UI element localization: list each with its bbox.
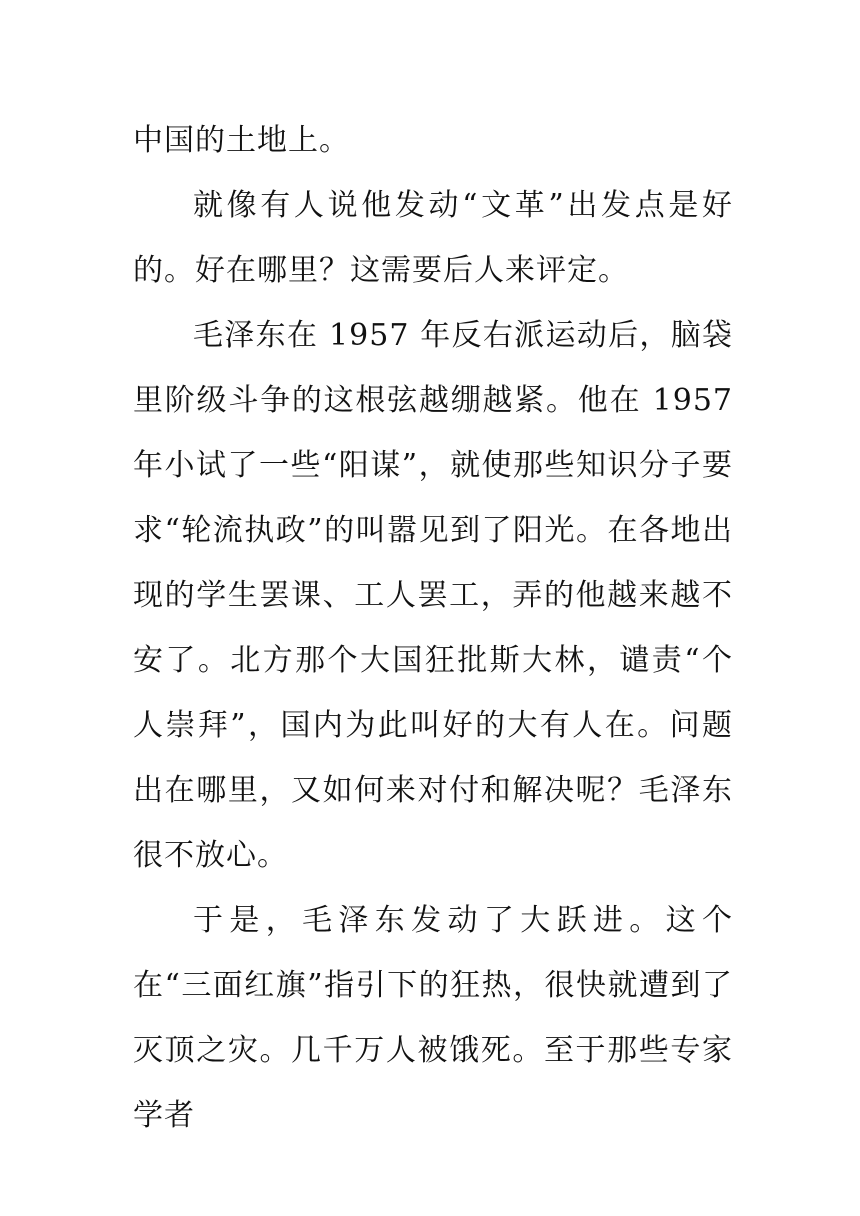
paragraph-continuation: 中国的土地上。: [133, 123, 350, 158]
paragraph-great-leap: 于是，毛泽东发动了大跃进。这个在“三面红旗”指引下的狂热，很快就遭到了灭顶之灾。几千万人被饿死。至于那些专家学者: [133, 903, 733, 1133]
document-page: [133, 108, 733, 1148]
paragraph-cultural-revolution: 就像有人说他发动“文革”出发点是好的。好在哪里？这需要后人来评定。: [133, 188, 733, 288]
paragraph-anti-rightist: 毛泽东在 1957 年反右派运动后，脑袋里阶级斗争的这根弦越绷越紧。他在 1957 年小试了一些“阳谋”，就使那些知识分子要求“轮流执政”的叫嚣见到了阳光。在各地出现的学生罢课、工人罢工，弄的他越来越不安了。北方那个大国狂批斯大林，谴责“个人崇拜”，国内为此叫好的大有人在。问题出在哪里，又如何来对付和解决呢？毛泽东很不放心。: [133, 318, 733, 873]
